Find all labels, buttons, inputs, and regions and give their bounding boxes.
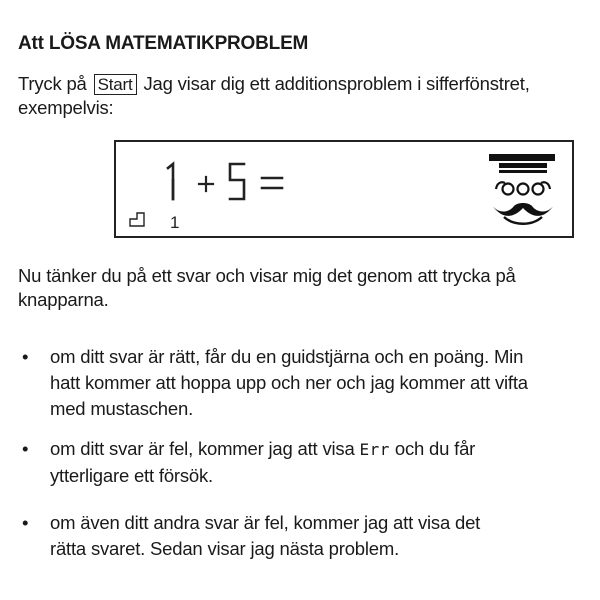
bullet-line: rätta svaret. Sedan visar jag nästa problem. bbox=[50, 538, 400, 559]
problem-digits bbox=[168, 164, 282, 199]
paragraph-line-2: knapparna. bbox=[18, 289, 109, 310]
intro-line-2: exempelvis: bbox=[18, 97, 114, 118]
bullet-line-after-code: och du får bbox=[394, 438, 476, 459]
intro-line-1 bbox=[18, 72, 588, 96]
bullet-line: med mustaschen. bbox=[50, 398, 194, 419]
bullet-dot: • bbox=[22, 512, 29, 533]
lcd-drawing bbox=[116, 142, 571, 235]
lcd-display bbox=[114, 140, 574, 238]
intro-after-key: Jag visar dig ett additionsproblem i sifferfönstret, bbox=[143, 73, 530, 94]
bullet-line: hatt kommer att hoppa upp och ner och jag kommer att vifta bbox=[50, 372, 528, 393]
bullet-line: ytterligare ett försök. bbox=[50, 465, 213, 486]
paragraph-line-1: Nu tänker du på ett svar och visar mig det genom att trycka på bbox=[18, 265, 516, 286]
bullet-line: om ditt svar är rätt, får du en guidstjärna och en poäng. Min bbox=[50, 346, 524, 367]
section-heading: Att LÖSA MATEMATIKPROBLEM bbox=[18, 33, 309, 54]
error-code: Err bbox=[359, 440, 390, 459]
intro-before-key: Tryck på bbox=[18, 73, 87, 94]
start-key-label: Start bbox=[94, 74, 137, 95]
bullet-dot: • bbox=[22, 438, 29, 459]
level-number: 1 bbox=[170, 213, 180, 232]
hat-mustache-face-icon bbox=[489, 154, 555, 224]
bullet-text bbox=[50, 510, 580, 562]
bullet-text bbox=[50, 344, 580, 422]
bullet-dot: • bbox=[22, 346, 29, 367]
bullet-line bbox=[50, 436, 580, 463]
stairs-icon bbox=[130, 213, 144, 226]
bullet-text bbox=[50, 436, 580, 489]
instruction-paragraph bbox=[18, 264, 588, 312]
bullet-line-before-code: om ditt svar är fel, kommer jag att visa bbox=[50, 438, 355, 459]
bullet-line: om även ditt andra svar är fel, kommer jag att visa det bbox=[50, 512, 481, 533]
intro-text bbox=[18, 72, 588, 120]
